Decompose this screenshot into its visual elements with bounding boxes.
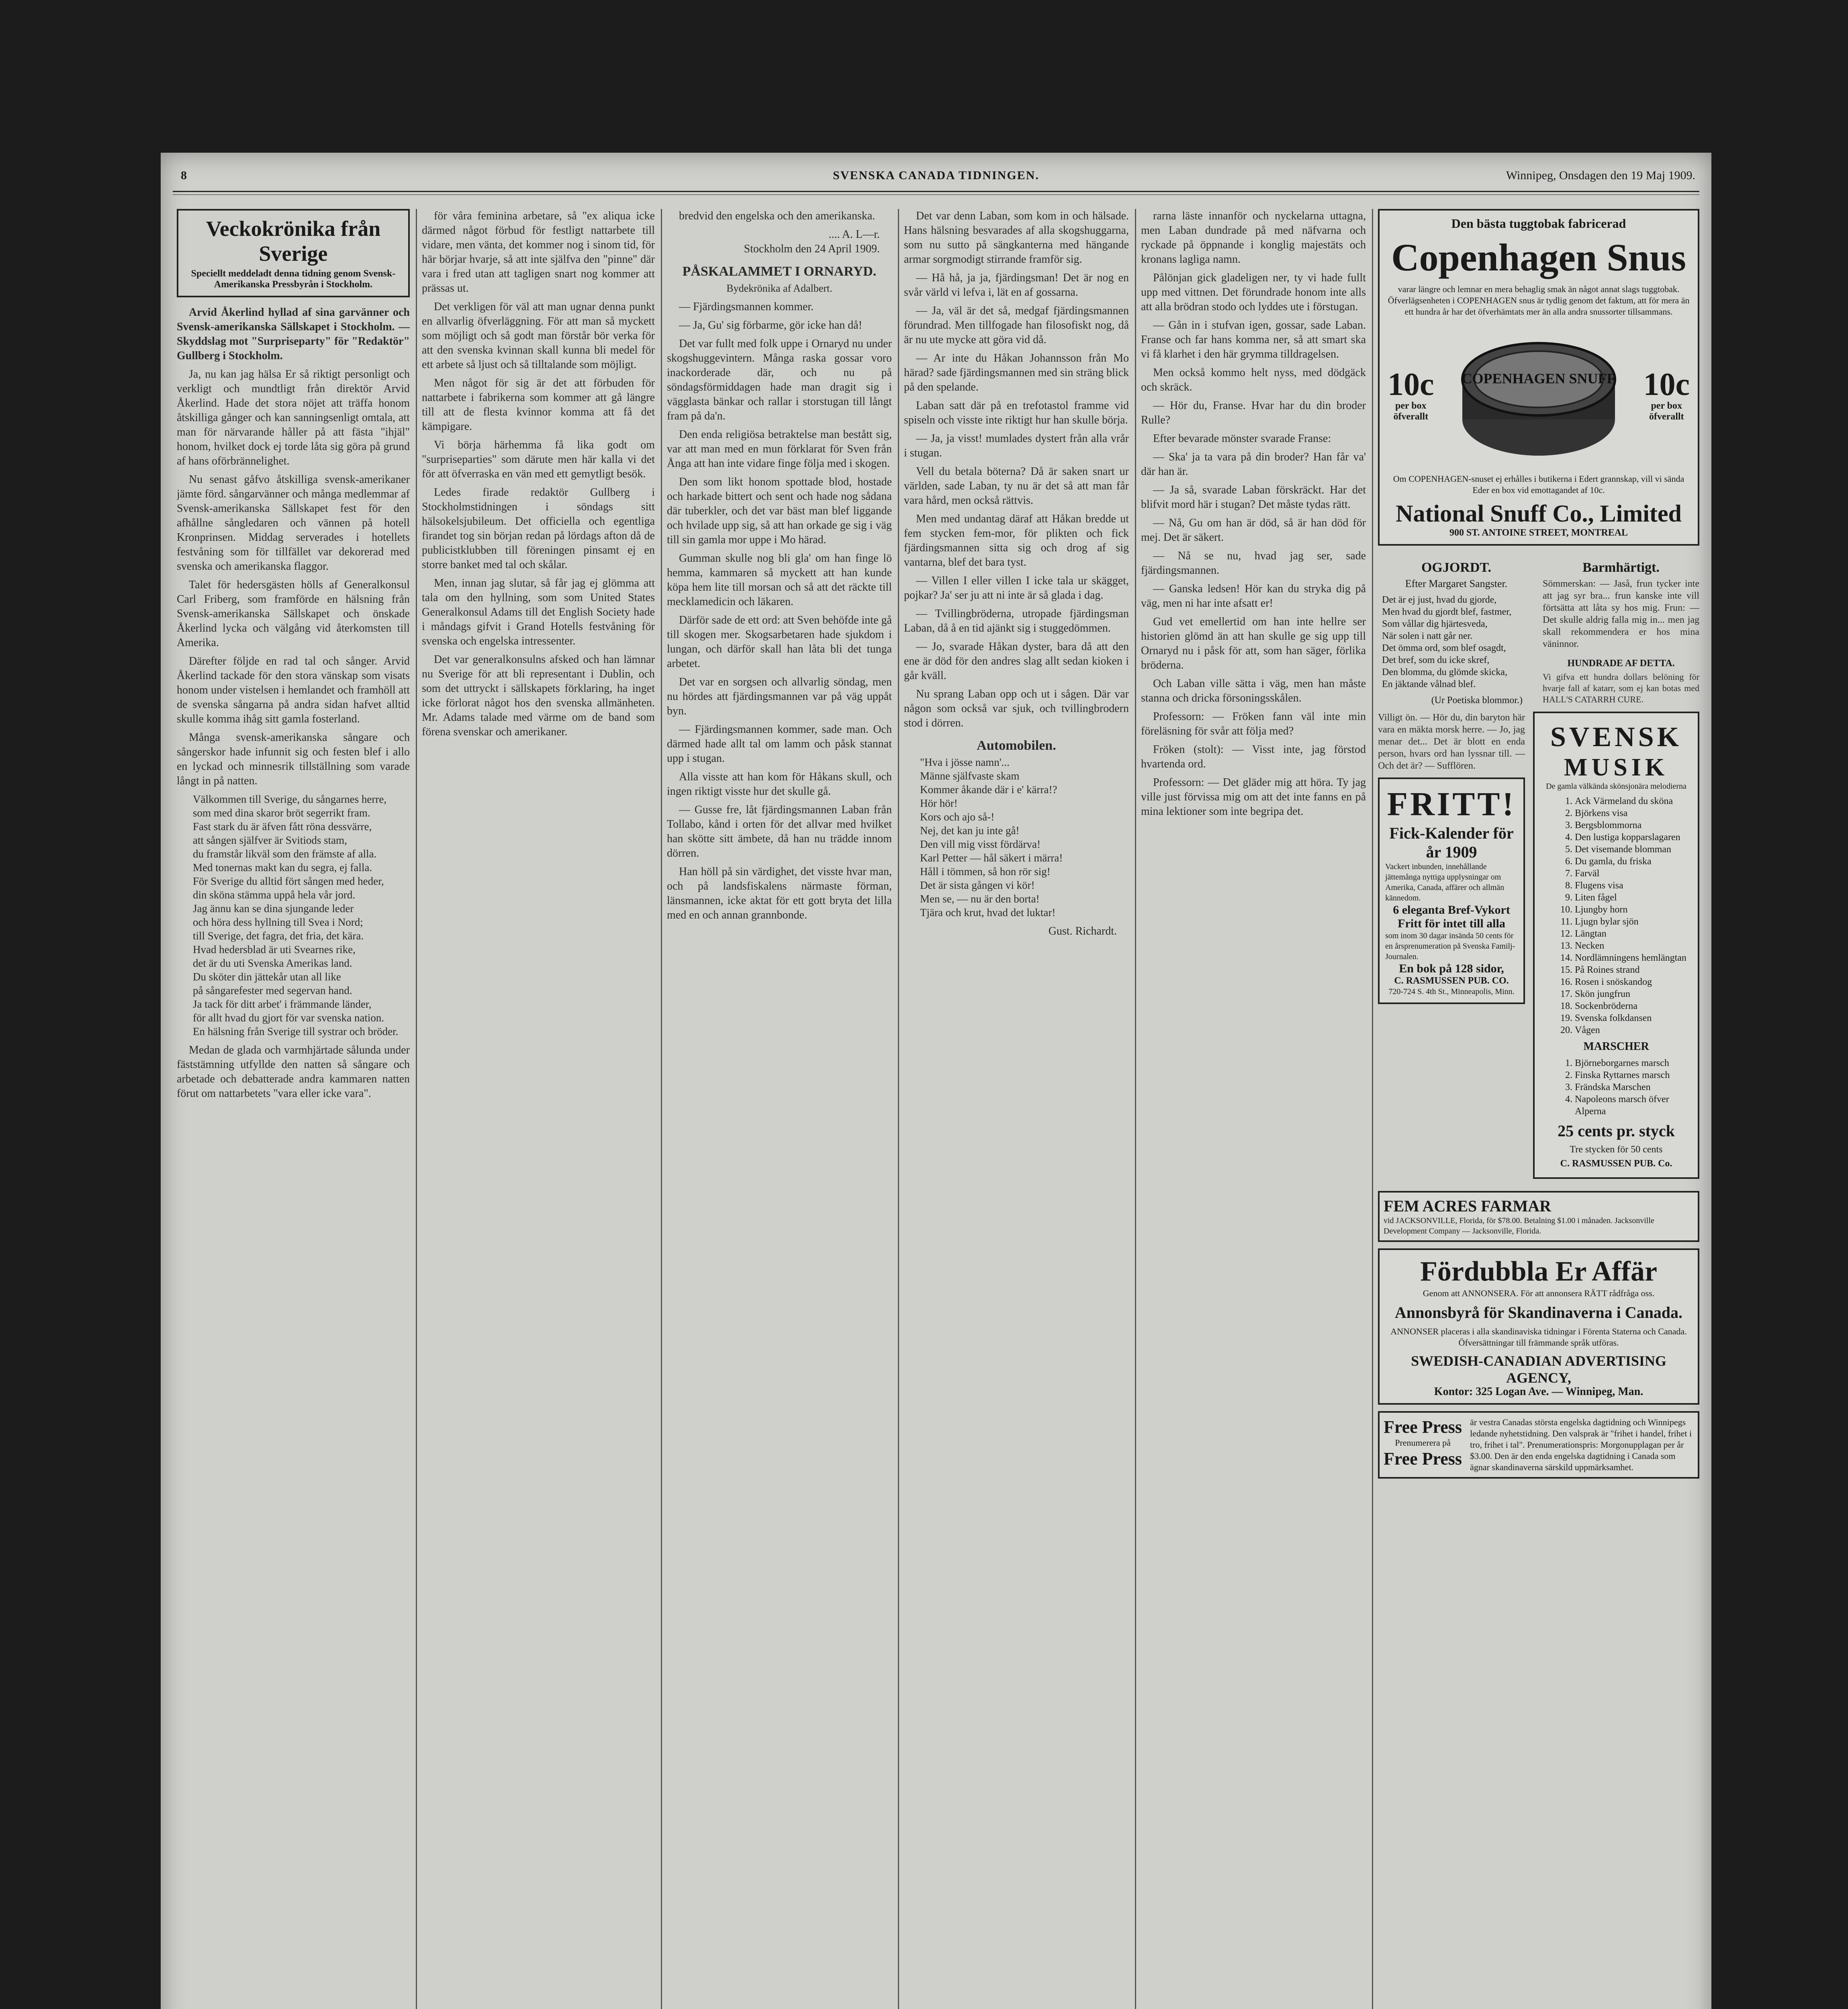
poem-line: En hälsning från Sverige till systrar och bröder.: [193, 1025, 399, 1037]
list-item: 11. Ljugn bylar sjön: [1575, 916, 1690, 928]
paragraph: Arvid Åkerlind hyllad af sina garvänner och Svensk-amerikanska Sällskapet i Stockholm. — Skyddslag mot "Surpriseparty" för "Redaktör" Gullberg i Stockholm.: [177, 306, 410, 362]
ad-subtitle: Genom att ANNONSERA. För att annonsera RÄTT rådfråga oss.: [1423, 1288, 1655, 1298]
list-item: 15. På Roines strand: [1575, 964, 1690, 976]
price-left: [1388, 368, 1434, 422]
paragraph: bredvid den engelska och den amerikanska.: [679, 210, 875, 222]
paragraph: Nu senast gåfvo åtskilliga svensk-amerikaner jämte förd. sångarvänner och många medlemmar af Svensk-amerikanska Sällskapet fest för den afhållne sångledaren och vännen på hotell Kronprinsen. Middag serverades i hotellets festvåning som för tillfället var dekorerad med svenska och amerikanska flaggor.: [177, 473, 410, 573]
item-title: Barmhärtigt.: [1582, 560, 1660, 575]
list-item: 14. Nordlämningens hemlängtan: [1575, 952, 1690, 964]
ad-strong: 6 eleganta Bref-Vykort: [1393, 903, 1510, 917]
masthead: [161, 169, 1711, 193]
poem-line: "Hva i jösse namn'...: [920, 756, 1010, 768]
list-item: 2. Finska Ryttarnes marsch: [1575, 1069, 1690, 1081]
ad-heading: Annonsbyrå för Skandinaverna i Canada.: [1394, 1303, 1683, 1322]
poem-line: Männe själfvaste skam: [920, 770, 1020, 782]
headline: Veckokrönika från Sverige: [206, 217, 381, 266]
poem-line: för allt hvad du gjort för var svenska nation.: [193, 1012, 384, 1024]
poem-line: Men hvad du gjordt blef, fastmer,: [1382, 607, 1512, 617]
paragraph: — Nå se nu, hvad jag ser, sade fjärdingsmannen.: [1141, 550, 1366, 577]
poem-line: Men se, — nu är den borta!: [920, 893, 1040, 905]
column-3: [667, 209, 892, 2009]
list-item: 12. Längtan: [1575, 928, 1690, 940]
ad-price: 25 cents pr. styck: [1558, 1122, 1675, 1140]
ad-price-sub: Tre stycken för 50 cents: [1570, 1144, 1663, 1155]
signature: Gust. Richardt.: [1048, 925, 1117, 937]
poem-line: du framstår likväl som den främste af alla.: [193, 848, 377, 860]
signature: .... A. L—r.: [828, 228, 880, 241]
poem-line: Det är sista gången vi kör!: [920, 879, 1035, 891]
column-1: [177, 209, 410, 2009]
paragraph: Laban satt där på en trefotastol framme vid spiseln och visste inte riktigt hur han skulle börja.: [904, 399, 1129, 426]
paragraph: Han höll på sin värdighet, det visste hvar man, och på landsfiskalens närmaste förman, länsmannen, icke aktat för ett gott bryta det lilla med en och annan grannbonde.: [667, 865, 892, 921]
ad-brand: Copenhagen Snus: [1391, 236, 1686, 279]
marsch-list: [1543, 1057, 1690, 1117]
paragraph: — Ska' ja ta vara på din broder? Han får va' där han är.: [1141, 451, 1366, 478]
svensk-musik-ad: [1533, 712, 1699, 1179]
ad-title-2: MUSIK: [1564, 754, 1669, 781]
list-item: 4. Napoleons marsch öfver Alperna: [1575, 1093, 1690, 1117]
fritt-ad: [1378, 777, 1525, 1004]
poem-line: och höra dess hyllning till Svea i Nord;: [193, 916, 363, 928]
list-item: 19. Svenska folkdansen: [1575, 1012, 1690, 1024]
poem-line: Du sköter din jättekår utan all like: [193, 971, 341, 983]
paragraph: Pålönjan gick gladeligen ner, ty vi hade fullt upp med vittnen. Det förundrade honom inte alls att alla brödran stodo och lyddes ute i förstugan.: [1141, 272, 1366, 313]
poem-line: din sköna stämma uppå hela vår jord.: [193, 889, 356, 901]
paragraph: Talet för hedersgästen hölls af Generalkonsul Carl Friberg, som framförde en hälsning från Svensk-amerikanska Sällskapet och önskade Åkerlind lycka och välgång vid återkomsten till Amerika.: [177, 579, 410, 649]
ad-address: 900 ST. ANTOINE STREET, MONTREAL: [1449, 528, 1628, 538]
free-press-left: [1384, 1417, 1462, 1473]
poem-line: Kommer åkande där i e' kärra!?: [920, 784, 1057, 796]
article-body: [177, 305, 410, 1101]
ad-subtitle: De gamla välkända skönsjonära melodierna: [1546, 782, 1687, 791]
column-divider: [661, 209, 662, 2009]
poem-line: Nej, det kan ju inte gå!: [920, 824, 1020, 837]
ad-mid: Prenumerera på: [1395, 1438, 1451, 1448]
paragraph: — Ja så, svarade Laban förskräckt. Har det blifvit mord här i stugan? Det måste tydas rätt.: [1141, 484, 1366, 511]
price: 10c: [1388, 367, 1434, 402]
column-6-ads: [1378, 209, 1699, 2009]
paragraph: för våra feminina arbetare, så "ex aliqua icke därmed något förbud för festligt nattarbete till vidare, men vänta, det kommer nog i sinom tid, för här börjar hvarje, så att inte själfva den "pinne" där vara i fred utan att tagligen snart nog kommer att prässas ut.: [422, 210, 655, 295]
list-item: 16. Rosen i snöskandog: [1575, 976, 1690, 988]
dateline: Stockholm den 24 April 1909.: [744, 243, 880, 255]
ad-tagline: Den bästa tuggtobak fabricerad: [1451, 216, 1626, 231]
poem-line: Fast stark du är äfven fått röna dessvärre,: [193, 820, 372, 833]
paragraph: Det var generalkonsulns afsked och han lämnar nu Sverige för att bli representant i Dublin, och som det uttryckt i sällskapets förklaring, ha inget icke förlorat något hos den svenska allmänheten. Mr. Adams talade med värme om de band som förena svenskar och amerikaner.: [422, 653, 655, 738]
poem-line: till Sverige, det fagra, det fria, det kära.: [193, 930, 364, 942]
price-sub: per box: [1651, 401, 1682, 411]
article-body: [1141, 209, 1366, 819]
paragraph: Professorn: — Fröken fann väl inte min föreläsning för svår att följa med?: [1141, 710, 1366, 737]
price-sub: öfverallt: [1649, 411, 1684, 422]
column-5: [1141, 209, 1366, 2009]
ad-price-row: [1388, 323, 1690, 468]
list-item: 1. Ack Värmeland du sköna: [1575, 795, 1690, 807]
ad-title: Fördubbla Er Affär: [1420, 1256, 1657, 1287]
poem-line: Tjära och krut, hvad det luktar!: [920, 906, 1056, 919]
poem-line: En jäktande vålnad blef.: [1382, 679, 1476, 689]
poem-line: Med tonernas makt kan du segra, ej falla.: [193, 861, 372, 874]
paragraph: Vell du betala böterna? Då är saken snart ur världen, sade Laban, ty nu är det så att man får vara hård, men också rättvis.: [904, 465, 1129, 507]
paragraph: — Hör du, Franse. Hvar har du din broder Rulle?: [1141, 399, 1366, 426]
paragraph: Därefter följde en rad tal och sånger. Arvid Åkerlind tackade för den stora vänskap som visats honom under vistelsen i hemlandet och framhöll att de svenska sångarna på andra sidan hafvet alltid skulle komma ihåg sitt gamla fosterland.: [177, 655, 410, 725]
barmhartigt-column: [1543, 552, 1699, 706]
snuff-tin-icon: [1454, 327, 1623, 464]
poem-line: Håll i tömmen, så hon rör sig!: [920, 865, 1051, 878]
ad-company: C. RASMUSSEN PUB. CO.: [1394, 976, 1509, 986]
paragraph: Därför sade de ett ord: att Sven behöfde inte gå till skogen mer. Skogsarbetaren hade sjukdom i lungan, och därför skall han låta bli det tunga arbetet.: [667, 614, 892, 670]
ad-text: vid JACKSONVILLE, Florida, för $78.00. Betalning $1.00 i månaden. Jacksonville Development Company — Jacksonville, Florida.: [1384, 1216, 1654, 1236]
paragraph: Medan de glada och varmhjärtade sålunda under fäststämning utfyllde den natten så sångare och arbetade och debatterade andra kammaren natten förut om nattarbetets "vara eller icke vara".: [177, 1044, 410, 1100]
price-sub: per box: [1395, 401, 1427, 411]
article-body: [667, 209, 892, 923]
poem-line: Som vållar dig hjärtesveda,: [1382, 619, 1488, 629]
ad-company: SWEDISH-CANADIAN ADVERTISING AGENCY,: [1411, 1353, 1666, 1386]
list-item: 18. Sockenbröderna: [1575, 1000, 1690, 1012]
paragraph: Gumman skulle nog bli gla' om han finge lö hemma, kammaren så myckett att han kunde köpa hem lite till morsan och så att det räckte till mecklamedicin och läkaren.: [667, 552, 892, 608]
paragraph: Den enda religiösa betraktelse man bestått sig, var att man med en mun förklarat för Sven från Ånga att han inte vidare finge följa med i skogen.: [667, 428, 892, 470]
paragraph: Ledes firade redaktör Gullberg i Stockholmstidningen i söndags sitt hälsokelsjubileum. Det officiella och egentliga firandet tog sin början redan på lördags afton då de publicistklubben till föreningen pinsamt ej en storre banket med tal och skålar.: [422, 486, 655, 571]
poem-line: Kors och ajo så-!: [920, 811, 995, 823]
article-body: [422, 209, 655, 739]
ad-text: är vestra Canadas största engelska dagtidning och Winnipegs ledande nyhetstidning. Den valsprak är "frihet i handel, frihet i tro, frihet i tal". Prenumerationspris: Morgonupplagan per år $3.00. Den är den enda engelska dagtidning i Canada som ägnar skandinaverna särskild uppmärksamhet.: [1470, 1417, 1692, 1472]
ad-text: varar längre och lemnar en mera behaglig smak än något annat slags tuggtobak.: [1398, 284, 1680, 294]
paragraph: Ja, nu kan jag hälsa Er så riktigt personligt och verkligt och mundtligt från direktör Arvid Åkerlind. Hade det stora nöjet att träffa honom åtskilliga gånger och kan sanningsenligt omtala, att man för närvarande håller på att fästa "ihjäl" honom, hvilket dock ej torde låta sig göra på grund af hans oförbrännelighet.: [177, 368, 410, 467]
list-item: 2. Björkens visa: [1575, 807, 1690, 819]
item-text: Vi gifva ett hundra dollars belöning för hvarje fall af katarr, som ej kan botas med HALL'S CATARRH CURE.: [1543, 672, 1699, 704]
poem-line: Jag ännu kan se dina sjungande leder: [193, 902, 354, 914]
poem-line: Karl Petter — hål säkert i märra!: [920, 852, 1063, 864]
poem-line: Det är ej just, hvad du gjorde,: [1382, 595, 1497, 605]
list-item: 5. Det visemande blomman: [1575, 843, 1690, 855]
list-item: 3. Bergsblommorna: [1575, 819, 1690, 831]
paragraph: — Tvillingbröderna, utropade fjärdingsman Laban, då å en tid ajänkt sig i stuggedömmen.: [904, 608, 1129, 634]
joke-text: Villigt ön. — Hör du, din baryton här vara en mäkta morsk herre. — Jo, jag menar det... Det är blott en enda person, hvars ord han lyssnar till. — Och det är? — Sufflören.: [1378, 712, 1525, 771]
column-2: [422, 209, 655, 2009]
price-right: [1643, 368, 1690, 422]
paragraph: Men något för sig är det att förbuden för nattarbete i fabrikerna som kommer att gå längre till att de flesta kvinnor komma att få det kämpigare.: [422, 377, 655, 433]
poem-line: det är du uti Svenska Amerikas land.: [193, 957, 352, 969]
ad-strong: Fritt för intet till alla: [1398, 917, 1505, 930]
paragraph: Men också kommo helt nyss, med dödgäck och skräck.: [1141, 366, 1366, 393]
list-item: 7. Farväl: [1575, 867, 1690, 880]
list-item: 10. Ljungby horn: [1575, 904, 1690, 916]
paragraph: Nu sprang Laban opp och ut i sågen. Där var någon som också var sjuk, och tvillingbrodern stod i dörren.: [904, 688, 1129, 729]
masthead-rule: [173, 191, 1699, 195]
story-title: PÅSKALAMMET I ORNARYD.: [682, 264, 877, 279]
poem-line: som med dina skaror bröt segerrikt fram.: [193, 807, 370, 819]
subheadline: Speciellt meddeladt denna tidning genom Svensk-Amerikanska Pressbyrån i Stockholm.: [191, 268, 396, 290]
signature: (Ur Poetiska blommor.): [1431, 695, 1523, 706]
paragraph: Professorn: — Det gläder mig att höra. Ty jag ville just förvissa mig om att det inte fanns en på mina lektioner som inte begripa det.: [1141, 776, 1366, 818]
ad-subtitle: Fick-Kalender för år 1909: [1389, 824, 1514, 861]
paragraph: Fröken (stolt): — Visst inte, jag förstod hvartenda ord.: [1141, 743, 1366, 770]
paragraph: rarna läste innanför och nyckelarna uttagna, men Laban dundrade på med näfvarna och ryckade på öppnande i konglig majestäts och kronans lagliga namn.: [1141, 210, 1366, 266]
poem-line: Ja tack för ditt arbet' i främmande länder,: [193, 998, 372, 1010]
poem-title: Automobilen.: [977, 738, 1056, 753]
paragraph: Det var denn Laban, som kom in och hälsade. Hans hälsning besvarades af alla skogshuggarna, som nu sutto på sängkanterna med hängande armar sorgmodigt stirrande framför sig.: [904, 210, 1129, 266]
poem-line: Den blomma, du glömde skicka,: [1382, 667, 1507, 677]
paragraph: — Ja, Gu' sig förbarme, gör icke han då!: [679, 319, 863, 331]
list-item: 4. Den lustiga kopparslagaren: [1575, 831, 1690, 843]
paragraph: Efter bevarade mönster svarade Franse:: [1153, 432, 1331, 445]
paragraph: Alla visste att han kom för Håkans skull, och ingen riktigt visste hur det skulle gå.: [667, 771, 892, 798]
song-list: [1543, 795, 1690, 1036]
marscher-title: MARSCHER: [1583, 1040, 1649, 1053]
ad-label: Free Press: [1384, 1417, 1462, 1437]
paragraph: Men, innan jag slutar, så får jag ej glömma att tala om den hyllning, som som United States Generalkonsul Adams till det English Society hade i måndags gifvit i Grand Hotells festvåning för svenska och engelska intressenter.: [422, 577, 655, 647]
paragraph: Många svensk-amerikanska sångare och sångerskor hade infunnit sig och festen blef i allo en lyckad och minnesrik tillställning som varade långt in på natten.: [177, 731, 410, 787]
paragraph: Den som likt honom spottade blod, hostade och harkade bittert och sent och hade nog sådana där tuberkler, och det var bäst man blef liggande och hvilade upp sig, så att han orkade ge sig i väg till sin gamla mor uppe i Mo härad.: [667, 476, 892, 546]
paragraph: Och Laban ville sätta i väg, men han måste stanna och dricka försoningsskålen.: [1141, 677, 1366, 704]
ad-note: Om COPENHAGEN-snuset ej erhålles i butikerna i Edert grannskap, vill vi sända Eder en box vid emottagandet af 10c.: [1393, 474, 1684, 495]
poem-line: Det bref, som du icke skref,: [1382, 655, 1490, 665]
price-sub: öfverallt: [1393, 411, 1429, 422]
list-item: 6. Du gamla, du friska: [1575, 855, 1690, 867]
paragraph: Det var en sorgsen och allvarlig söndag, men nu hördes att fjärdingsmannen var på väg uppåt byn.: [667, 676, 892, 717]
paragraph: Det var fullt med folk uppe i Ornaryd nu under skogshuggevintern. Många raska gossar voro inackorderade där, och nu på söndagsförmiddagen hade man dragit sig i vägglasta bänkar och rallar i storstugan till långt fram på da'n.: [667, 338, 892, 422]
ad-text: Öfverlägsenheten i COPENHAGEN snus är tydlig genom det faktum, att för mera än ett hundra år har det öfverhämtats mer än alla andra snussorter tillsammans.: [1388, 295, 1690, 317]
fordubbla-ad: [1378, 1248, 1699, 1405]
snuff-tin-image: [1452, 323, 1625, 468]
ad-strong: En bok på 128 sidor,: [1399, 962, 1504, 975]
musik-row: [1378, 712, 1699, 1185]
poem-row: [1378, 552, 1699, 706]
paragraph: — Fjärdingsmannen kommer.: [679, 301, 814, 313]
page-number: 8: [181, 169, 187, 182]
column-divider: [898, 209, 899, 2009]
poem-line: När solen i natt går ner.: [1382, 631, 1473, 641]
list-item: 1. Björneborgarnes marsch: [1575, 1057, 1690, 1069]
paragraph: — Hå hå, ja ja, fjärdingsman! Det är nog en svår värld vi lefva i, lät en af gossarna.: [904, 272, 1129, 299]
tin-label: COPENHAGEN SNUFF: [1462, 370, 1616, 387]
poem: [920, 755, 1129, 919]
paragraph: — Jo, svarade Håkan dyster, bara då att den ene är död för den andres slag allt sedan kioken i går kväll.: [904, 640, 1129, 682]
paragraph: Det verkligen för väl att man ugnar denna punkt en allvarlig öfverläggning. För att man så myckett som möjligt och så godt man förstår bör verka för att den svenska kvinnan skall kunna bli medel för ett arbete så ljust och så tilltalande som möjligt.: [422, 301, 655, 371]
list-item: 8. Flugens visa: [1575, 880, 1690, 892]
paragraph: — Ar inte du Håkan Johannsson från Mo härad? sade fjärdingsmannen med sin sträng blick på den spelande.: [904, 352, 1129, 393]
poem-line: Välkommen till Sverige, du sångarnes herre,: [193, 793, 387, 805]
poem-line: att sången själfver är Svitiods stam,: [193, 834, 347, 846]
ad-title: FRITT!: [1387, 786, 1516, 823]
paragraph: — Ja, ja visst! mumlades dystert från alla vrår i stugan.: [904, 432, 1129, 459]
paragraph: Gud vet emellertid om han inte hellre ser historien glömd än att han skulle ge sig upp till Ornaryd nu i påsk för att, som han säger, förlika bröderna.: [1141, 616, 1366, 671]
left-stack: [1378, 712, 1525, 1185]
paragraph: Vi börja härhemma få lika godt om "surpriseparties" som därute men här kalla vi det för att öfverraska en vän med ett gemytligt besök.: [422, 439, 655, 480]
ogjordt-poem: [1378, 552, 1535, 706]
paragraph: — Villen I eller villen I icke tala ur skägget, pojkar? Ja' ser ju att ni inte är så glada i dag.: [904, 575, 1129, 601]
poem-subtitle: Efter Margaret Sangster.: [1405, 578, 1508, 589]
ad-title: SVENSK: [1550, 722, 1682, 753]
paragraph: — Nå, Gu om han är död, så är han död för mej. Det är säkert.: [1141, 517, 1366, 544]
ad-title: FEM ACRES FARMAR: [1384, 1197, 1552, 1215]
poem-line: Hör hör!: [920, 797, 958, 809]
ad-text: ANNONSER placeras i alla skandinaviska tidningar i Förenta Staterna och Canada. Öfversättningar till främmande språk utföras.: [1390, 1326, 1687, 1348]
list-item: 17. Skön jungfrun: [1575, 988, 1690, 1000]
poem-line: Den vill mig visst fördärva!: [920, 838, 1041, 850]
column-divider: [1372, 209, 1373, 2009]
ad-text: som inom 30 dagar insända 50 cents för en årsprenumeration på Svenska Familj-Journalen.: [1385, 931, 1515, 961]
paragraph: — Gån in i stufvan igen, gossar, sade Laban. Franse och far hans komma ner, så att smart ska vi få klarhet i den här grymma tilldragelsen.: [1141, 319, 1366, 360]
column-divider: [416, 209, 417, 2009]
paragraph: Men med undantag däraf att Håkan bredde ut fem stycken fem-mor, för plikten och fick fjärdingsmannen sitta sig och drog af sig vantarna, blef det bara tyst.: [904, 513, 1129, 569]
list-item: 3. Frändska Marschen: [1575, 1081, 1690, 1093]
column-divider: [1135, 209, 1136, 2009]
newspaper-title: SVENSKA CANADA TIDNINGEN.: [833, 169, 1039, 182]
newspaper-page: [161, 153, 1711, 2009]
fem-acres-ad: [1378, 1191, 1699, 1242]
paragraph: — Ganska ledsen! Hör kan du stryka dig på väg, men ni har inte afsatt er!: [1141, 583, 1366, 610]
article-body: [904, 209, 1129, 939]
poem: [1382, 594, 1535, 690]
paragraph: — Fjärdingsmannen kommer, sade man. Och därmed hade allt tal om lamm och påsk stannat upp i stugan.: [667, 723, 892, 765]
poem-line: Det ömma ord, som blef osagdt,: [1382, 643, 1506, 653]
item-title: HUNDRADE AF DETTA.: [1567, 658, 1675, 669]
list-item: 9. Liten fågel: [1575, 892, 1690, 904]
ad-company: C. RASMUSSEN PUB. Co.: [1560, 1158, 1672, 1169]
paragraph: — Gusse fre, låt fjärdingsmannen Laban från Tollabo, kånd i orten för det allvar med hvilket han skötte sitt ämbete, då han nu trädde innom dörren.: [667, 804, 892, 859]
headline-box: [177, 209, 410, 297]
ad-address: Kontor: 325 Logan Ave. — Winnipeg, Man.: [1434, 1385, 1644, 1398]
list-item: 13. Necken: [1575, 940, 1690, 952]
free-press-ad: [1378, 1411, 1699, 1479]
item-text: Sömmerskan: — Jaså, frun tycker inte att jag syr bra... frun kanske inte vill förtsätta att låta sy hos mig. Frun: — Det skulle aldrig falla mig in... men jag skall rekommendera er hos mina väninnor.: [1543, 579, 1699, 649]
copenhagen-snus-ad: [1378, 209, 1699, 546]
ad-address: 720-724 S. 4th St., Minneapolis, Minn.: [1388, 987, 1515, 996]
ad-label: Free Press: [1384, 1449, 1462, 1469]
price: 10c: [1643, 367, 1690, 402]
story-subtitle: Bydekrönika af Adalbert.: [726, 282, 832, 294]
column-4: [904, 209, 1129, 2009]
list-item: 20. Vågen: [1575, 1024, 1690, 1036]
poem-line: på sångarefester med segervan hand.: [193, 984, 352, 996]
issue-date: Winnipeg, Onsdagen den 19 Maj 1909.: [1506, 169, 1695, 182]
poem-title: OGJORDT.: [1421, 560, 1492, 575]
poem-line: Hvad hedersblad är uti Svearnes rike,: [193, 943, 356, 955]
ad-text: Vackert inbunden, innehållande jättemånga nyttiga upplysningar om Amerika, Canada, affärer och allmän kännedom.: [1385, 862, 1505, 902]
ad-company: National Snuff Co., Limited: [1396, 500, 1682, 527]
paragraph: — Ja, väl är det så, medgaf fjärdingsmannen förundrad. Men tillfogade han filosofiskt nog, då är nu ute mycke att göra vid då.: [904, 305, 1129, 346]
poem: [193, 792, 410, 1038]
poem-line: För Sverige du alltid fört sången med heder,: [193, 875, 384, 887]
